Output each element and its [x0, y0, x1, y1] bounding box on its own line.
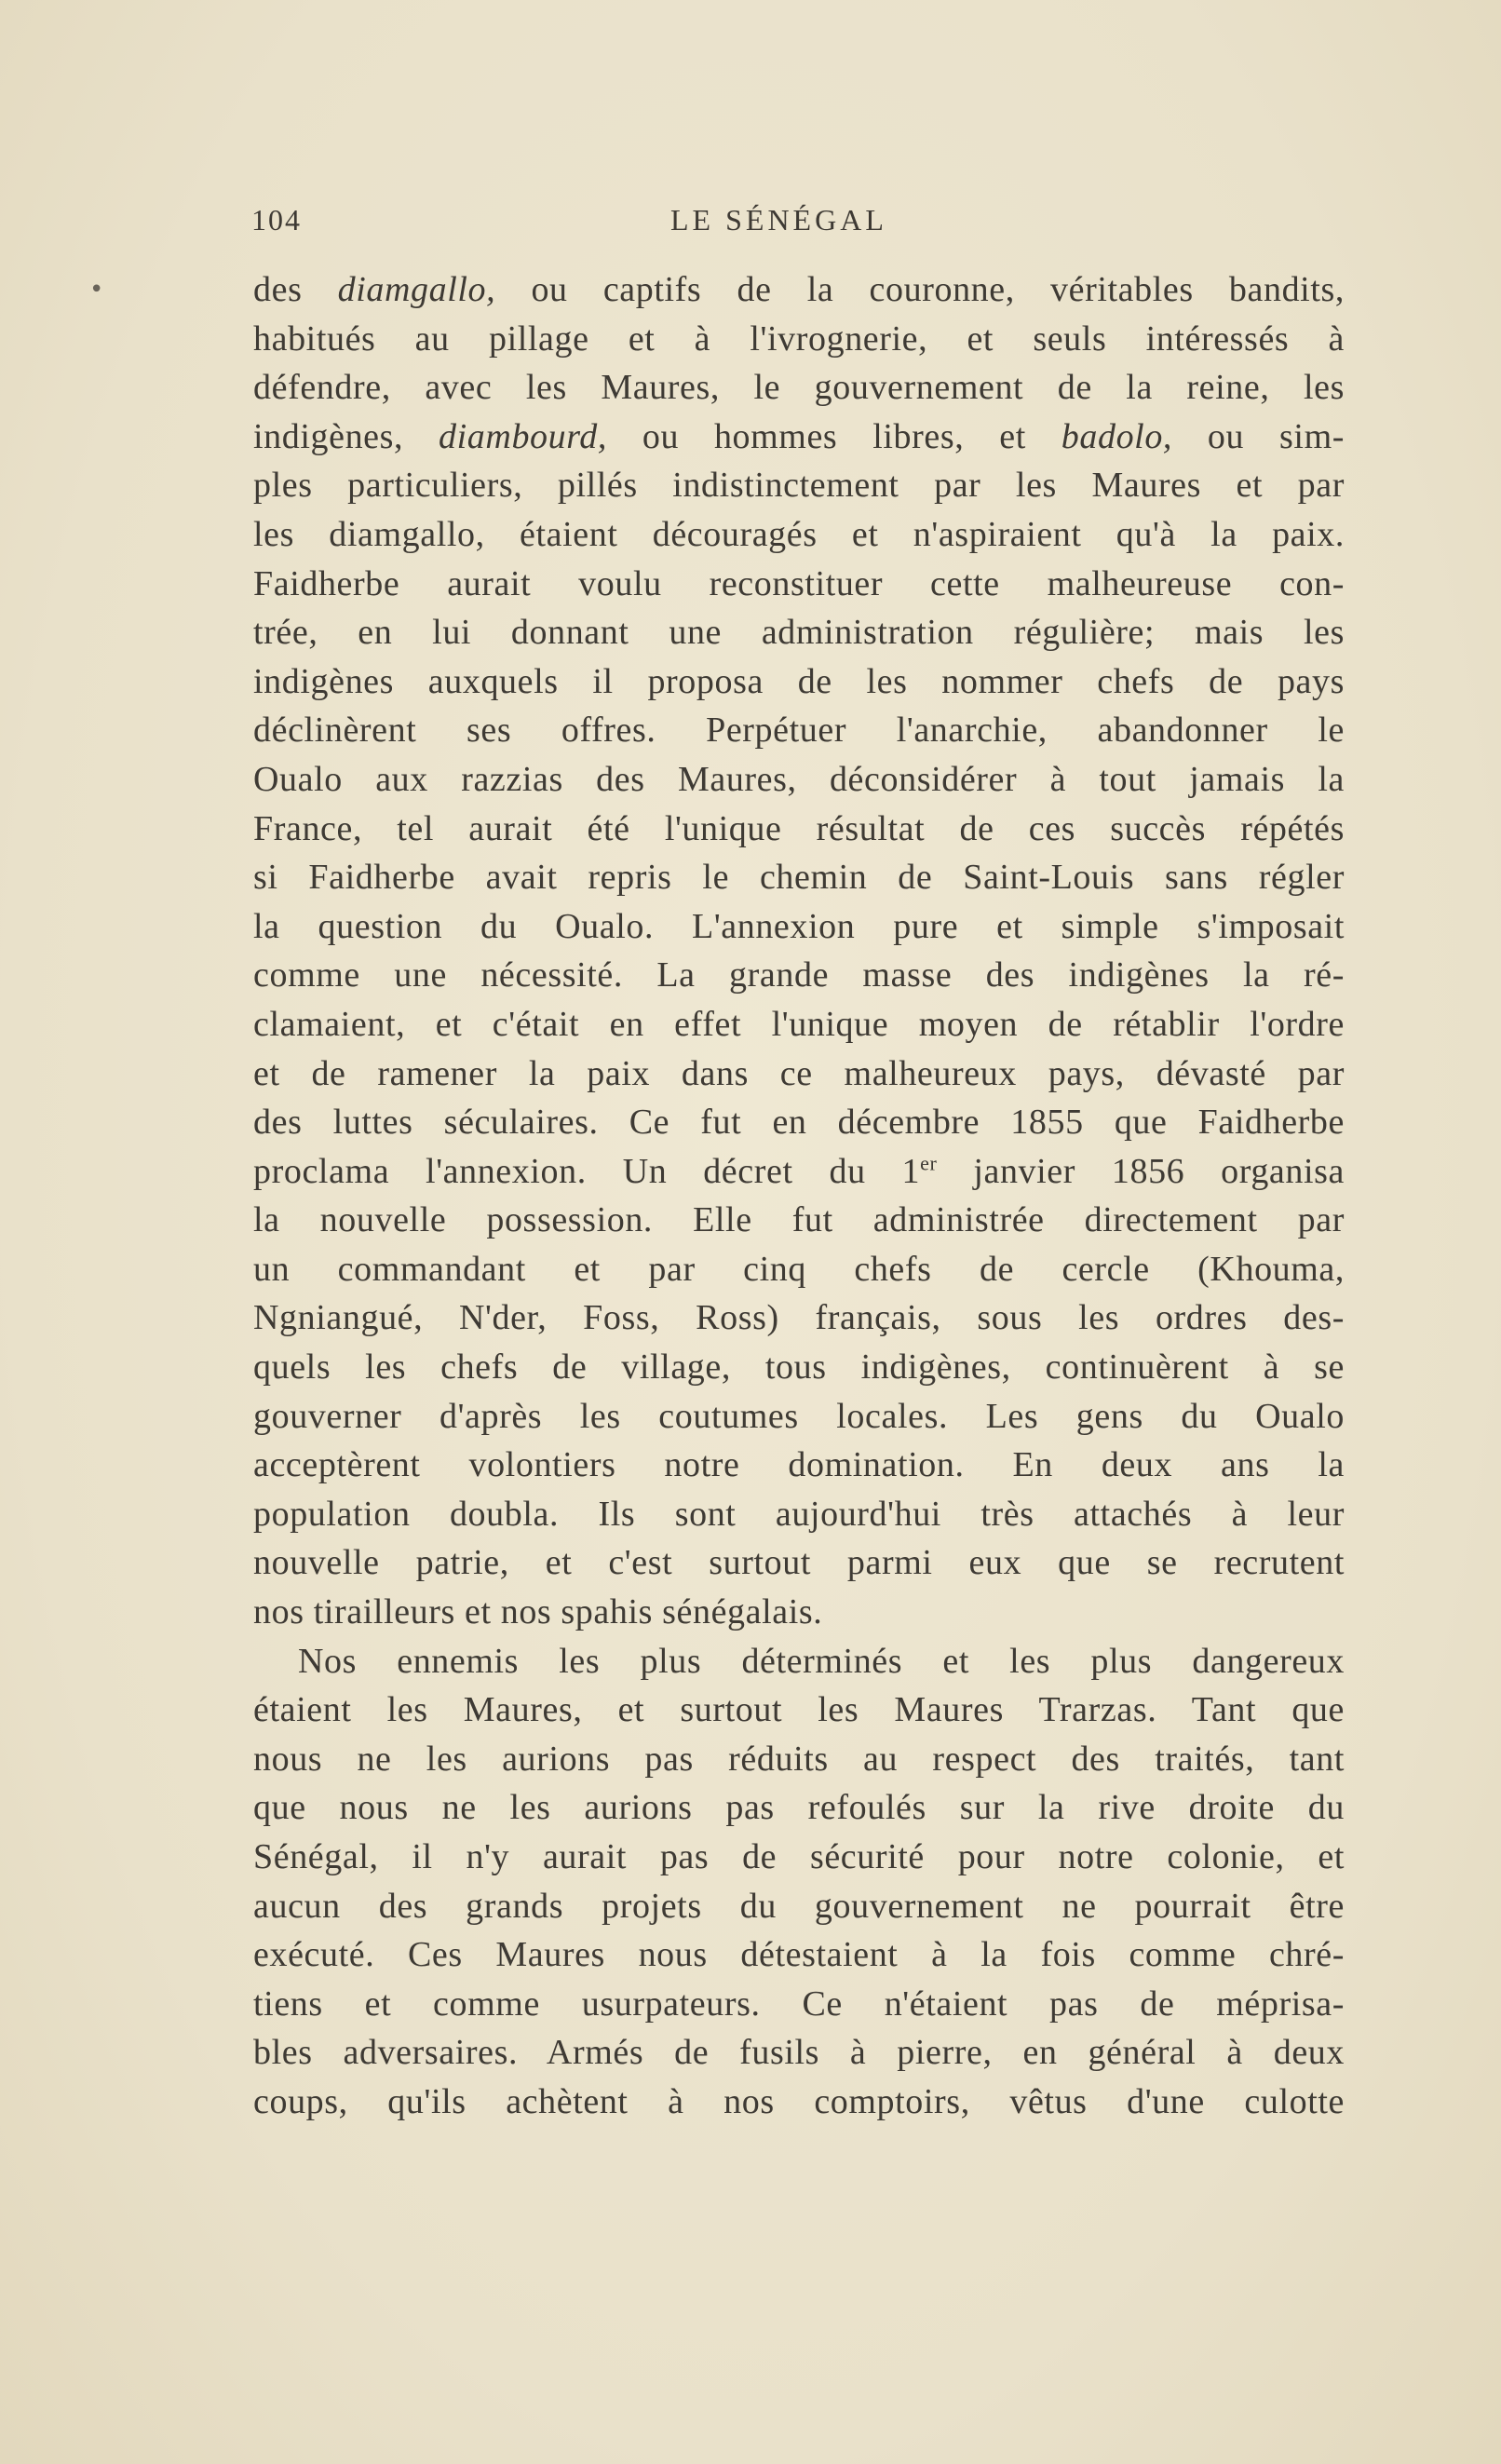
- superscript: er: [920, 1151, 938, 1175]
- text-segment: Ngniangué, N'der, Foss, Ross) français, sous les ordres des-: [253, 1298, 1345, 1338]
- text-segment: si Faidherbe avait repris le chemin de Saint-Louis sans régler: [253, 858, 1345, 898]
- text-line: [253, 1293, 1345, 1343]
- text-segment: exécuté. Ces Maures nous détestaient à la fois comme chré-: [253, 1935, 1345, 1975]
- text-line: [253, 1686, 1345, 1735]
- text-segment: acceptèrent volontiers notre domination. En deux ans la: [253, 1445, 1345, 1485]
- text-segment: des luttes séculaires. Ce fut en décembre 1855 que Faidherbe: [253, 1103, 1345, 1143]
- text-segment: un commandant et par cinq chefs de cercle (Khouma,: [253, 1249, 1345, 1289]
- text-line: [253, 1882, 1345, 1931]
- italic-term: badolo,: [1061, 416, 1173, 456]
- text-segment: déclinèrent ses offres. Perpétuer l'anarchie, abandonner le: [253, 711, 1345, 751]
- running-header: [251, 203, 1343, 250]
- text-segment: habitués au pillage et à l'ivrognerie, et seuls intéressés à: [253, 318, 1345, 359]
- text-line: [253, 1833, 1345, 1882]
- text-line: [253, 1490, 1345, 1539]
- text-line: [253, 1392, 1345, 1442]
- text-segment: nos tirailleurs et nos spahis sénégalais.: [253, 1592, 823, 1632]
- text-segment: Sénégal, il n'y aurait pas de sécurité pour notre colonie, et: [253, 1837, 1345, 1876]
- text-line: [253, 805, 1345, 854]
- text-line: [253, 853, 1345, 902]
- text-line: [253, 902, 1345, 952]
- text-segment: la question du Oualo. L'annexion pure et simple s'imposait: [253, 906, 1345, 946]
- text-line: [253, 2078, 1345, 2127]
- italic-term: diamgallo,: [337, 270, 496, 309]
- text-line: [253, 1441, 1345, 1490]
- text-segment: que nous ne les aurions pas refoulés sur la rive droite du: [253, 1788, 1345, 1828]
- text-line: [253, 1735, 1345, 1784]
- text-segment: aucun des grands projets du gouvernement ne pourrait être: [253, 1886, 1345, 1926]
- text-line: [253, 265, 1345, 315]
- text-line: [253, 315, 1345, 364]
- text-line: [253, 461, 1345, 510]
- text-segment: bles adversaires. Armés de fusils à pierre, en général à deux: [253, 2033, 1345, 2073]
- text-segment: janvier 1856 organisa: [937, 1151, 1345, 1191]
- text-segment: quels les chefs de village, tous indigènes, continuèrent à se: [253, 1347, 1345, 1388]
- margin-mark: •: [89, 276, 104, 304]
- text-segment: ples particuliers, pillés indistinctement par les Maures et par: [253, 466, 1345, 506]
- text-segment: Nos ennemis les plus déterminés et les plus dangereux: [298, 1641, 1345, 1681]
- text-line: [253, 1098, 1345, 1147]
- text-segment: Oualo aux razzias des Maures, déconsidérer à tout jamais la: [253, 759, 1345, 799]
- text-line: [253, 363, 1345, 413]
- page-number: 104: [251, 203, 302, 237]
- text-segment: des: [253, 270, 338, 309]
- text-line: [253, 1588, 1345, 1637]
- text-segment: France, tel aurait été l'unique résultat de ces succès répétés: [253, 808, 1345, 848]
- text-segment: et de ramener la paix dans ce malheureux pays, dévasté par: [253, 1053, 1345, 1093]
- body-text: [253, 265, 1345, 2127]
- text-line: [253, 1049, 1345, 1099]
- text-line: [253, 1930, 1345, 1980]
- text-line: [253, 1637, 1345, 1686]
- text-segment: les diamgallo, étaient découragés et n'aspiraient qu'à la paix.: [253, 514, 1345, 554]
- text-segment: tiens et comme usurpateurs. Ce n'étaient pas de méprisa-: [253, 1983, 1345, 2024]
- text-line: [253, 510, 1345, 560]
- text-segment: gouverner d'après les coutumes locales. Les gens du Oualo: [253, 1396, 1345, 1436]
- text-segment: population doubla. Ils sont aujourd'hui très attachés à leur: [253, 1494, 1345, 1534]
- text-segment: indigènes,: [253, 416, 439, 456]
- text-line: [253, 1343, 1345, 1392]
- text-line: [253, 706, 1345, 755]
- text-segment: proclama l'annexion. Un décret du 1: [253, 1151, 921, 1191]
- italic-term: diambourd,: [439, 416, 607, 456]
- text-segment: indigènes auxquels il proposa de les nommer chefs de pays: [253, 661, 1345, 701]
- text-segment: Faidherbe aurait voulu reconstituer cette malheureuse con-: [253, 563, 1345, 603]
- text-line: [253, 657, 1345, 707]
- text-line: [253, 1783, 1345, 1833]
- text-segment: nous ne les aurions pas réduits au respect des traités, tant: [253, 1739, 1345, 1779]
- text-line: [253, 1245, 1345, 1294]
- text-segment: comme une nécessité. La grande masse des indigènes la ré-: [253, 955, 1345, 995]
- text-line: [253, 608, 1345, 657]
- text-line: [253, 1538, 1345, 1588]
- text-line: [253, 413, 1345, 462]
- text-segment: nouvelle patrie, et c'est surtout parmi eux que se recrutent: [253, 1543, 1345, 1583]
- text-segment: clamaient, et c'était en effet l'unique moyen de rétablir l'ordre: [253, 1004, 1345, 1044]
- text-line: [253, 560, 1345, 609]
- text-line: [253, 755, 1345, 805]
- text-segment: ou hommes libres, et: [606, 416, 1062, 456]
- text-line: [253, 1000, 1345, 1049]
- text-line: [253, 1147, 1345, 1197]
- text-line: [253, 2028, 1345, 2078]
- text-segment: coups, qu'ils achètent à nos comptoirs, vêtus d'une culotte: [253, 2081, 1345, 2121]
- text-segment: ou sim-: [1172, 416, 1345, 456]
- text-line: [253, 1980, 1345, 2029]
- text-segment: ou captifs de la couronne, véritables bandits,: [495, 270, 1345, 309]
- text-segment: étaient les Maures, et surtout les Maures Trarzas. Tant que: [253, 1690, 1345, 1730]
- text-line: [253, 1196, 1345, 1245]
- text-segment: défendre, avec les Maures, le gouvernement de la reine, les: [253, 368, 1345, 408]
- text-segment: la nouvelle possession. Elle fut administrée directement par: [253, 1200, 1345, 1240]
- text-line: [253, 951, 1345, 1000]
- running-title: LE SÉNÉGAL: [670, 203, 887, 237]
- text-segment: trée, en lui donnant une administration régulière; mais les: [253, 613, 1345, 653]
